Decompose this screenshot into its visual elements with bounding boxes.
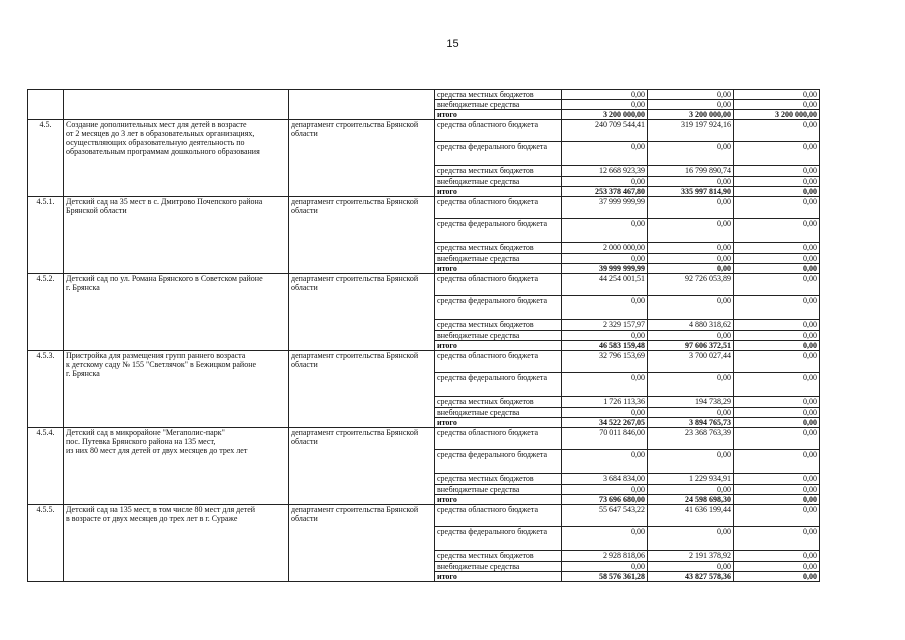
table-row (28, 505, 820, 527)
value-cell: 0,00 (734, 418, 820, 428)
value-cell: 0,00 (734, 450, 820, 474)
value-cell: 0,00 (734, 90, 820, 100)
value-cell: 253 378 467,80 (562, 187, 648, 197)
executor-name: департамент строительства Брянской области (291, 351, 419, 369)
value-cell: 37 999 999,99 (562, 197, 648, 219)
funding-source-cell: внебюджетные средства (435, 562, 562, 572)
value-cell: 0,00 (562, 373, 648, 397)
funding-source-cell: средства федерального бюджета (435, 373, 562, 397)
funding-source-cell: средства федерального бюджета (435, 296, 562, 320)
value-cell: 3 894 765,73 (648, 418, 734, 428)
table-row (28, 197, 820, 219)
table-row (28, 90, 820, 100)
item-name: Детский сад на 135 мест, в том числе 80 мест для детей в возрасте от двух месяцев до трех лет в г. Сураже (66, 505, 256, 523)
value-cell: 0,00 (562, 331, 648, 341)
value-cell: 2 191 378,92 (648, 551, 734, 562)
value-cell: 0,00 (734, 100, 820, 110)
item-number-cell: 4.5.1. (28, 197, 64, 274)
funding-source-cell: средства областного бюджета (435, 351, 562, 373)
value-cell: 0,00 (562, 254, 648, 264)
page-number: 15 (446, 38, 459, 50)
value-cell: 43 827 578,36 (648, 572, 734, 582)
table-row (28, 351, 820, 373)
item-name-cell (64, 120, 289, 197)
value-cell: 0,00 (734, 120, 820, 142)
value-cell: 16 799 890,74 (648, 166, 734, 177)
funding-source-cell: средства местных бюджетов (435, 397, 562, 408)
executor-name: департамент строительства Брянской области (291, 505, 419, 523)
item-name: Пристройка для размещения групп раннего возраста к детскому саду № 155 "Светлячок" в Бежицком районе г. Брянска (66, 351, 257, 378)
value-cell: 0,00 (734, 274, 820, 296)
value-cell: 97 606 372,51 (648, 341, 734, 351)
funding-source-cell: итого (435, 341, 562, 351)
funding-source-cell: средства местных бюджетов (435, 243, 562, 254)
value-cell: 319 197 924,16 (648, 120, 734, 142)
value-cell: 0,00 (734, 296, 820, 320)
value-cell: 0,00 (734, 219, 820, 243)
item-name: Детский сад по ул. Романа Брянского в Советском районе г. Брянска (66, 274, 263, 292)
value-cell: 0,00 (562, 527, 648, 551)
value-cell: 12 668 923,39 (562, 166, 648, 177)
value-cell: 0,00 (734, 505, 820, 527)
value-cell: 0,00 (734, 408, 820, 418)
value-cell: 0,00 (648, 142, 734, 166)
value-cell: 0,00 (734, 320, 820, 331)
item-name: Детский сад в микрорайоне "Мегаполис-парк" пос. Путевка Брянского района на 135 мест, из них 80 мест для детей от двух месяцев до трех лет (66, 428, 248, 455)
value-cell: 0,00 (562, 177, 648, 187)
budget-table-body (28, 90, 820, 582)
executor-cell (289, 90, 435, 120)
item-name: Детский сад на 35 мест в с. Дмитрово Почепского района Брянской области (66, 197, 263, 215)
value-cell: 3 200 000,00 (734, 110, 820, 120)
item-number-cell: 4.5. (28, 120, 64, 197)
value-cell: 0,00 (562, 100, 648, 110)
value-cell: 1 726 113,36 (562, 397, 648, 408)
funding-source-cell: средства местных бюджетов (435, 90, 562, 100)
value-cell: 0,00 (648, 197, 734, 219)
value-cell: 0,00 (648, 562, 734, 572)
value-cell: 194 738,29 (648, 397, 734, 408)
value-cell: 70 011 846,00 (562, 428, 648, 450)
value-cell: 0,00 (734, 177, 820, 187)
funding-source-cell: внебюджетные средства (435, 408, 562, 418)
item-name-cell (64, 197, 289, 274)
item-number-cell: 4.5.3. (28, 351, 64, 428)
executor-name: департамент строительства Брянской области (291, 120, 419, 138)
value-cell: 0,00 (648, 243, 734, 254)
executor-cell (289, 351, 435, 428)
value-cell: 0,00 (734, 341, 820, 351)
funding-source-cell: итого (435, 264, 562, 274)
value-cell: 0,00 (734, 187, 820, 197)
funding-source-cell: средства областного бюджета (435, 505, 562, 527)
value-cell: 55 647 543,22 (562, 505, 648, 527)
value-cell: 0,00 (734, 142, 820, 166)
funding-source-cell: итого (435, 187, 562, 197)
value-cell: 0,00 (648, 527, 734, 551)
value-cell: 0,00 (648, 177, 734, 187)
funding-source-cell: средства областного бюджета (435, 197, 562, 219)
value-cell: 0,00 (648, 90, 734, 100)
value-cell: 0,00 (648, 331, 734, 341)
executor-cell (289, 197, 435, 274)
value-cell: 32 796 153,69 (562, 351, 648, 373)
funding-source-cell: внебюджетные средства (435, 485, 562, 495)
value-cell: 73 696 680,00 (562, 495, 648, 505)
value-cell: 0,00 (734, 351, 820, 373)
funding-source-cell: средства федерального бюджета (435, 142, 562, 166)
value-cell: 34 522 267,05 (562, 418, 648, 428)
value-cell: 0,00 (648, 219, 734, 243)
executor-name: департамент строительства Брянской области (291, 274, 419, 292)
value-cell: 2 928 818,06 (562, 551, 648, 562)
item-name-cell (64, 274, 289, 351)
funding-source-cell: средства местных бюджетов (435, 551, 562, 562)
executor-cell (289, 428, 435, 505)
value-cell: 0,00 (648, 264, 734, 274)
item-name-cell (64, 351, 289, 428)
value-cell: 0,00 (648, 100, 734, 110)
value-cell: 0,00 (562, 142, 648, 166)
value-cell: 0,00 (562, 296, 648, 320)
value-cell: 0,00 (734, 373, 820, 397)
funding-source-cell: средства областного бюджета (435, 274, 562, 296)
value-cell: 0,00 (734, 572, 820, 582)
funding-source-cell: средства местных бюджетов (435, 474, 562, 485)
value-cell: 0,00 (734, 197, 820, 219)
value-cell: 44 254 001,51 (562, 274, 648, 296)
value-cell: 0,00 (734, 562, 820, 572)
item-number-cell: 4.5.2. (28, 274, 64, 351)
value-cell: 39 999 999,99 (562, 264, 648, 274)
value-cell: 0,00 (734, 495, 820, 505)
executor-cell (289, 505, 435, 582)
value-cell: 0,00 (648, 373, 734, 397)
budget-table (27, 89, 820, 582)
executor-name: департамент строительства Брянской области (291, 428, 419, 446)
value-cell: 41 636 199,44 (648, 505, 734, 527)
value-cell: 0,00 (734, 485, 820, 495)
executor-name: департамент строительства Брянской области (291, 197, 419, 215)
funding-source-cell: средства областного бюджета (435, 120, 562, 142)
value-cell: 0,00 (648, 485, 734, 495)
value-cell: 0,00 (734, 166, 820, 177)
value-cell: 0,00 (734, 331, 820, 341)
item-number-cell: 4.5.4. (28, 428, 64, 505)
item-name-cell (64, 90, 289, 120)
funding-source-cell: средства местных бюджетов (435, 320, 562, 331)
item-name: Создание дополнительных мест для детей в возрасте от 2 месяцев до 3 лет в образовательных организациях, осуществляющих образовательную деятельность по образовательным программам дошкольного образования (66, 120, 260, 156)
value-cell: 46 583 159,48 (562, 341, 648, 351)
funding-source-cell: внебюджетные средства (435, 177, 562, 187)
funding-source-cell: средства местных бюджетов (435, 166, 562, 177)
value-cell: 0,00 (734, 243, 820, 254)
funding-source-cell: средства федерального бюджета (435, 450, 562, 474)
item-name-cell (64, 505, 289, 582)
value-cell: 23 368 763,39 (648, 428, 734, 450)
value-cell: 0,00 (648, 450, 734, 474)
value-cell: 92 726 053,89 (648, 274, 734, 296)
value-cell: 0,00 (734, 264, 820, 274)
value-cell: 0,00 (734, 474, 820, 485)
value-cell: 0,00 (562, 219, 648, 243)
funding-source-cell: средства федерального бюджета (435, 219, 562, 243)
item-number-cell: 4.5.5. (28, 505, 64, 582)
item-name-cell (64, 428, 289, 505)
value-cell: 2 329 157,97 (562, 320, 648, 331)
value-cell: 0,00 (734, 254, 820, 264)
table-row (28, 274, 820, 296)
funding-source-cell: итого (435, 572, 562, 582)
funding-source-cell: итого (435, 110, 562, 120)
funding-source-cell: внебюджетные средства (435, 100, 562, 110)
funding-source-cell: итого (435, 418, 562, 428)
value-cell: 0,00 (734, 551, 820, 562)
value-cell: 0,00 (648, 408, 734, 418)
table-row (28, 428, 820, 450)
value-cell: 335 997 814,90 (648, 187, 734, 197)
value-cell: 3 700 027,44 (648, 351, 734, 373)
value-cell: 240 709 544,41 (562, 120, 648, 142)
item-number-cell (28, 90, 64, 120)
value-cell: 0,00 (734, 397, 820, 408)
value-cell: 0,00 (562, 562, 648, 572)
executor-cell (289, 120, 435, 197)
funding-source-cell: внебюджетные средства (435, 331, 562, 341)
value-cell: 0,00 (562, 90, 648, 100)
value-cell: 0,00 (562, 408, 648, 418)
value-cell: 0,00 (562, 450, 648, 474)
funding-source-cell: средства областного бюджета (435, 428, 562, 450)
funding-source-cell: итого (435, 495, 562, 505)
value-cell: 3 200 000,00 (648, 110, 734, 120)
executor-cell (289, 274, 435, 351)
value-cell: 1 229 934,91 (648, 474, 734, 485)
value-cell: 24 598 698,30 (648, 495, 734, 505)
table-row (28, 120, 820, 142)
funding-source-cell: внебюджетные средства (435, 254, 562, 264)
value-cell: 2 000 000,00 (562, 243, 648, 254)
value-cell: 0,00 (734, 527, 820, 551)
funding-source-cell: средства федерального бюджета (435, 527, 562, 551)
value-cell: 0,00 (734, 428, 820, 450)
value-cell: 0,00 (648, 296, 734, 320)
value-cell: 58 576 361,28 (562, 572, 648, 582)
value-cell: 0,00 (562, 485, 648, 495)
value-cell: 0,00 (648, 254, 734, 264)
value-cell: 3 684 834,00 (562, 474, 648, 485)
value-cell: 3 200 000,00 (562, 110, 648, 120)
value-cell: 4 880 318,62 (648, 320, 734, 331)
